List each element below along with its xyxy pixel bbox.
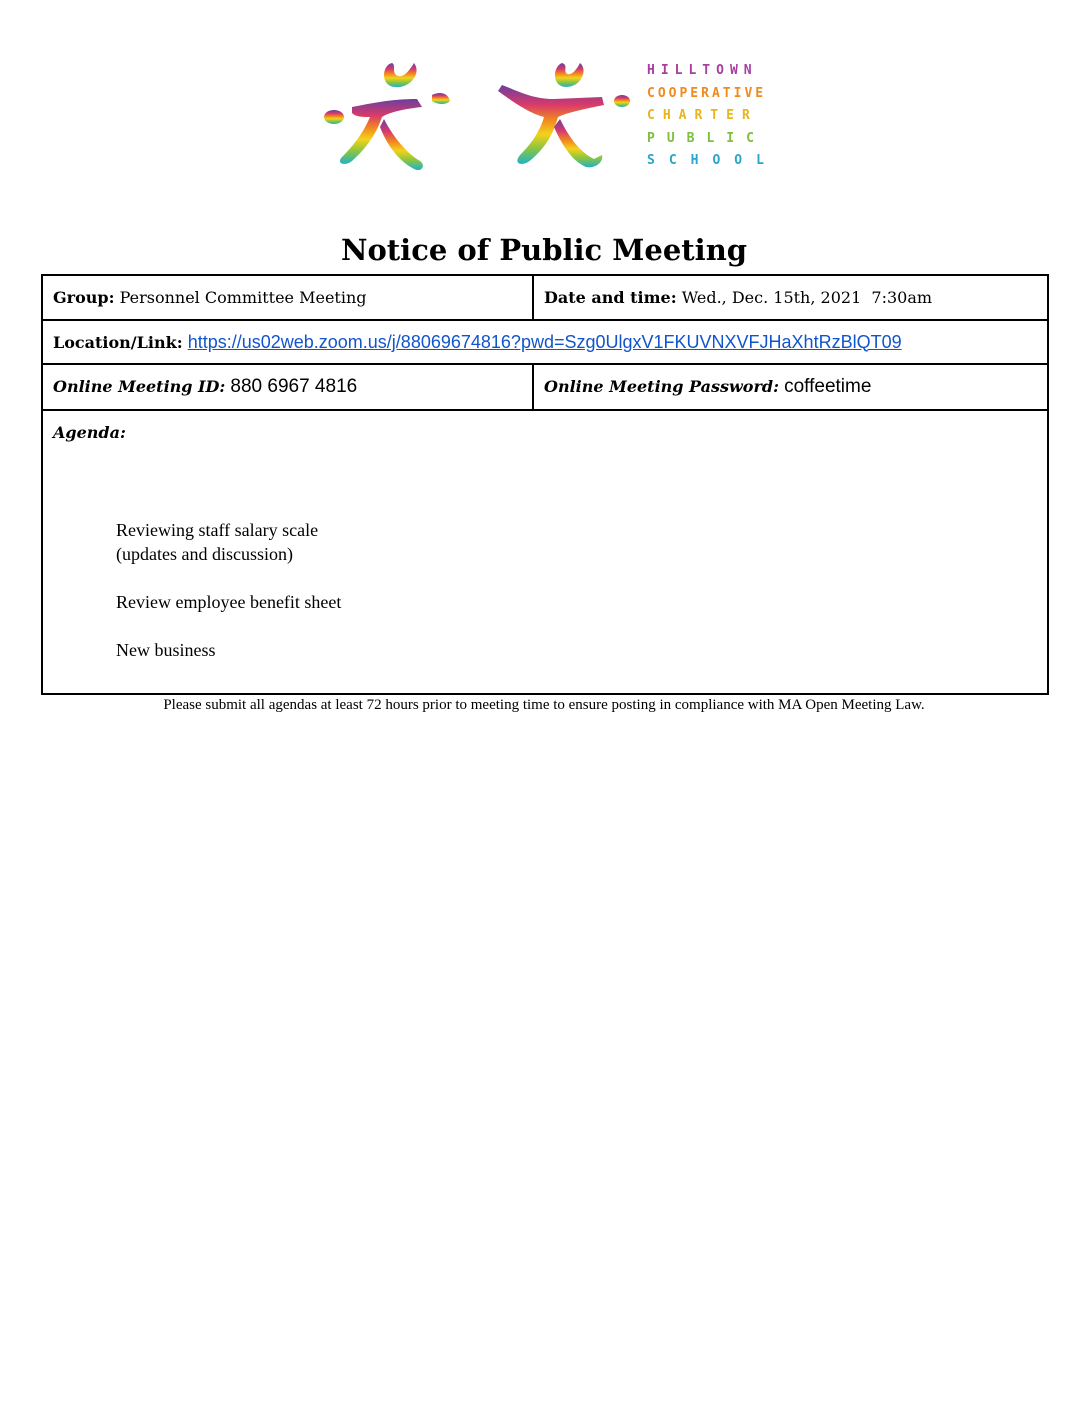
agenda-item <box>116 638 341 662</box>
group-cell <box>42 275 533 320</box>
zoom-meeting-link[interactable]: https://us02web.zoom.us/j/88069674816?pwd=Szg0UlgxV1FKUVNXVFJHaXhtRzBlQT09 <box>187 331 902 352</box>
row-agenda <box>42 410 1048 694</box>
group-value: Personnel Committee Meeting <box>119 288 367 307</box>
password-label: Online Meeting Password: <box>544 377 779 396</box>
school-logo <box>322 55 792 180</box>
agenda-item-title: Reviewing staff salary scale <box>116 520 319 540</box>
agenda-cell <box>42 410 1048 694</box>
meeting-id-value: 880 6967 4816 <box>230 376 358 397</box>
location-label: Location/Link: <box>53 332 183 352</box>
agenda-heading: Agenda: <box>53 423 126 442</box>
password-value: coffeetime <box>784 376 872 397</box>
row-meeting-credentials <box>42 364 1048 410</box>
logo-word-hilltown: HILLTOWN <box>647 63 758 78</box>
agenda-item-title: New business <box>116 640 216 660</box>
meeting-details-table <box>41 274 1049 695</box>
submission-note: Please submit all agendas at least 72 hours prior to meeting time to ensure posting in compliance with MA Open Meeting Law. <box>163 697 925 713</box>
meeting-id-label: Online Meeting ID: <box>53 377 226 396</box>
datetime-cell <box>533 275 1048 320</box>
logo-word-cooperative: COOPERATIVE <box>647 85 767 101</box>
agenda-item <box>116 590 341 614</box>
location-cell <box>42 320 1048 364</box>
meeting-id-cell <box>42 364 533 410</box>
logo-word-charter: CHARTER <box>647 108 758 123</box>
row-group-datetime <box>42 275 1048 320</box>
datetime-value: Wed., Dec. 15th, 2021 7:30am <box>681 288 933 307</box>
row-location <box>42 320 1048 364</box>
agenda-item-note: (updates and discussion) <box>116 544 293 564</box>
agenda-list <box>116 518 341 686</box>
group-label: Group: <box>53 288 115 307</box>
logo-word-school: SCHOOL <box>647 153 778 168</box>
password-cell <box>533 364 1048 410</box>
agenda-item <box>116 518 341 566</box>
datetime-label: Date and time: <box>544 288 677 307</box>
agenda-item-title: Review employee benefit sheet <box>116 592 342 612</box>
page-title: Notice of Public Meeting <box>340 233 748 267</box>
logo-word-public: PUBLIC <box>647 130 766 146</box>
logo-wordmark <box>647 60 787 173</box>
logo-mark-icon <box>322 55 632 180</box>
